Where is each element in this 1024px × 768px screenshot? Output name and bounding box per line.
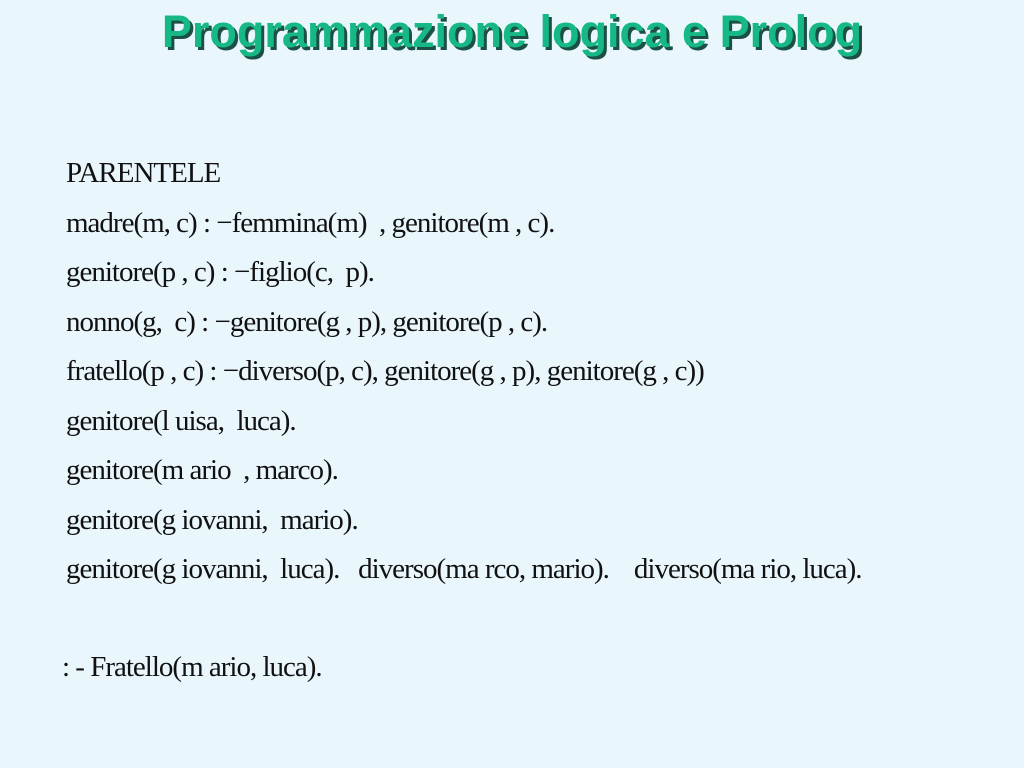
code-line-heading: PARENTELE xyxy=(66,157,221,189)
code-line-genitore-rule: genitore(p , c) : −figlio(c, p). xyxy=(66,256,374,288)
code-line-fact-mario: genitore(m ario , marco). xyxy=(66,454,338,486)
code-line-facts-giovanni-luca-diverso: genitore(g iovanni, luca). diverso(ma rco, mario). diverso(ma rio, luca). xyxy=(66,553,862,585)
code-line-nonno-rule: nonno(g, c) : −genitore(g , p), genitore(p , c). xyxy=(66,305,548,338)
prolog-code-block xyxy=(66,152,1006,598)
code-line-fratello-rule: fratello(p , c) : −diverso(p, c), genitore(g , p), genitore(g , c)) xyxy=(66,355,704,387)
code-line-fact-giovanni-mario: genitore(g iovanni, mario). xyxy=(66,503,358,536)
prolog-query: : - Fratello(m ario, luca). xyxy=(62,651,322,683)
slide-title: Programmazione logica e Prolog xyxy=(161,6,863,57)
code-line-madre-rule: madre(m, c) : −femmina(m) , genitore(m , c). xyxy=(66,206,555,239)
code-line-fact-luisa: genitore(l uisa, luca). xyxy=(66,404,296,437)
